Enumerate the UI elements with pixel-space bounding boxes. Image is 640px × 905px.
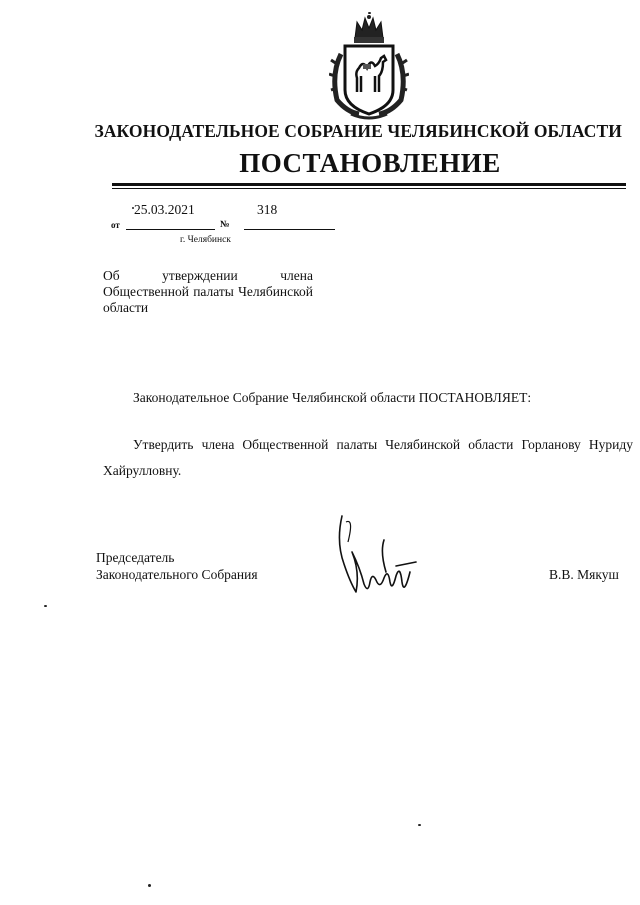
signer-title-line-1: Председатель [96,550,175,565]
scan-speck [148,884,151,887]
organization-name: ЗАКОНОДАТЕЛЬНОЕ СОБРАНИЕ ЧЕЛЯБИНСКОЙ ОБЛАСТИ [94,121,622,141]
city-label: г. Челябинск [180,235,231,245]
number-underline [244,229,335,230]
document-number: 318 [257,202,278,217]
document-date: 25.03.2021 [134,202,195,217]
scan-speck [418,824,421,826]
preamble-text: Законодательное Собрание Челябинской области ПОСТАНОВЛЯЕТ: [133,390,532,405]
scan-speck [132,207,134,209]
document-type-title: ПОСТАНОВЛЕНИЕ [239,148,501,178]
scan-speck [368,12,371,14]
decision-text-line-1: Утвердить члена Общественной палаты Челябинской области Горланову Нуриду [133,437,633,452]
number-label: № [220,220,230,230]
scan-speck [44,605,47,607]
handwritten-signature [330,512,430,610]
decision-text-line-2: Хайрулловну. [103,463,182,478]
header-rule-thin [112,188,626,189]
date-label: от [111,220,120,230]
coat-of-arms-icon [329,14,409,122]
header-rule-thick [112,183,626,186]
date-underline [126,229,215,230]
document-subject: Об утверждении члена Общественной палаты Челябинской области [103,268,313,315]
signer-name: В.В. Мякуш [549,567,619,582]
signer-title-line-2: Законодательного Собрания [96,567,258,582]
